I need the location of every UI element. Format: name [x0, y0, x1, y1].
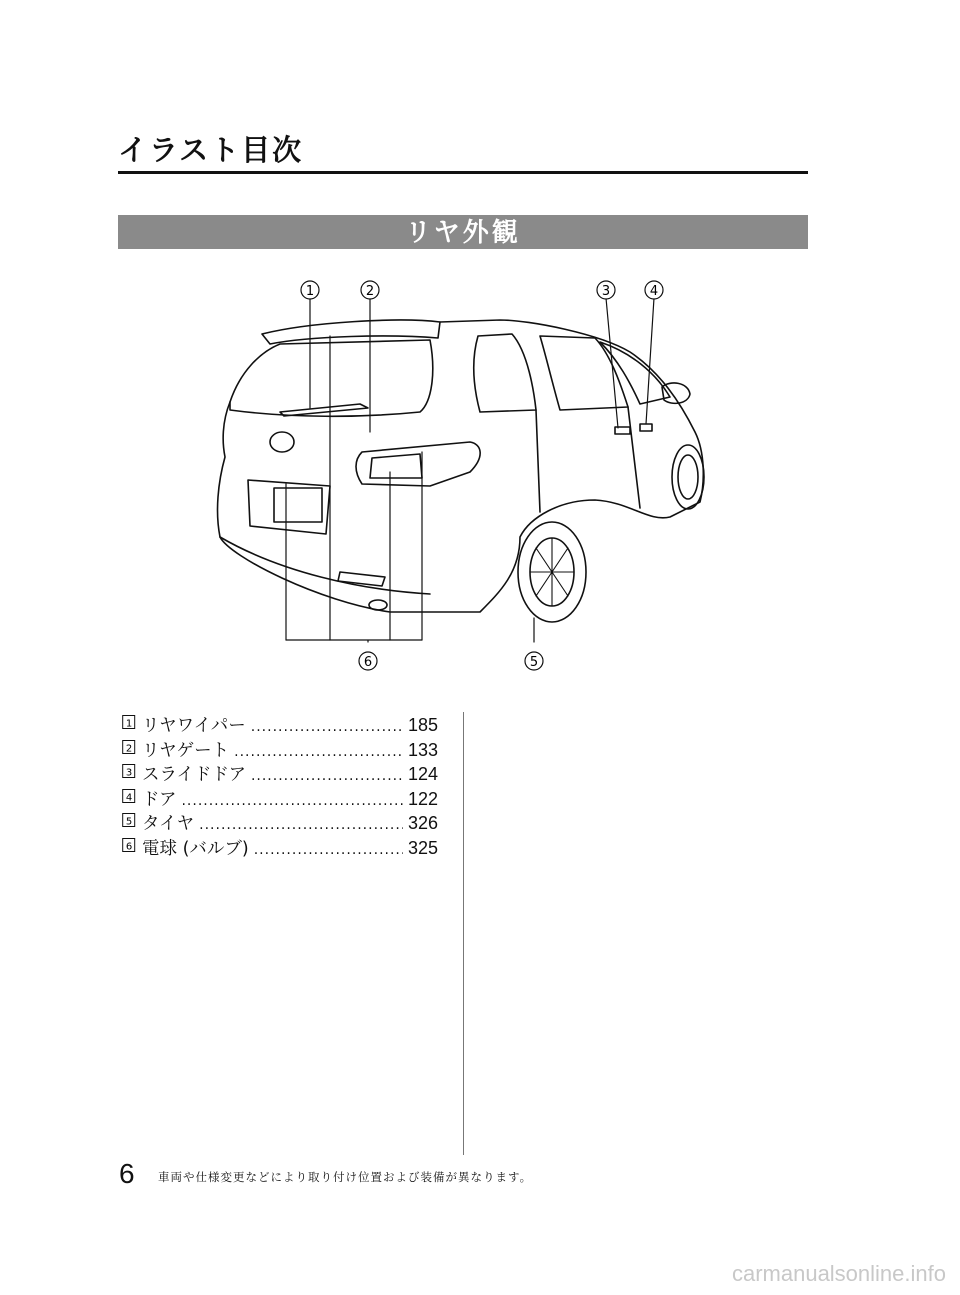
door-handle	[640, 424, 652, 431]
license-plate	[274, 488, 322, 522]
svg-text:6: 6	[125, 841, 133, 852]
leader-dots	[251, 768, 403, 784]
callout-square-icon	[122, 739, 136, 755]
callout-square-icon	[122, 812, 136, 828]
exhaust-pipe	[369, 600, 387, 610]
index-label: リヤゲート	[142, 740, 230, 761]
column-divider	[463, 712, 464, 1155]
page-ref: 124	[407, 764, 438, 784]
page-ref: 185	[407, 715, 438, 735]
index-item-rear-wiper[interactable]	[122, 712, 438, 737]
leader-dots	[234, 744, 403, 760]
footnote: 車両や仕様変更などにより取り付け位置および装備が異なります。	[158, 1170, 533, 1184]
rear-emblem	[270, 432, 294, 452]
callout-6: 6	[363, 655, 373, 670]
callout-square-icon	[122, 788, 136, 804]
watermark: carmanualsonline.info	[731, 1261, 946, 1286]
section-banner: リヤ外観	[118, 215, 808, 249]
callout-square-icon	[122, 763, 136, 779]
page-title: イラスト目次	[118, 133, 304, 167]
svg-text:2: 2	[125, 743, 133, 754]
callout-3: 3	[601, 284, 611, 299]
index-label: 電球 (バルブ)	[142, 838, 249, 859]
svg-text:4: 4	[125, 792, 133, 803]
svg-text:3: 3	[125, 767, 133, 779]
leader-dots	[254, 842, 403, 858]
leader-dots	[199, 817, 403, 833]
index-list	[122, 712, 438, 859]
index-label: ドア	[142, 789, 177, 810]
leader-dots	[181, 793, 402, 809]
rear-reflector	[338, 572, 385, 586]
index-label: スライドドア	[142, 765, 246, 785]
tail-lamp	[356, 442, 480, 486]
page-ref: 325	[407, 837, 438, 858]
index-item-door[interactable]	[122, 786, 438, 811]
page-number: 6	[119, 1158, 135, 1189]
index-label: リヤワイパー	[142, 716, 246, 736]
title-rule	[118, 171, 808, 174]
page-ref: 326	[407, 813, 438, 833]
index-item-slide-door[interactable]	[122, 761, 438, 786]
page-ref: 133	[407, 739, 438, 760]
index-item-rear-gate[interactable]	[122, 737, 438, 762]
index-label: タイヤ	[142, 814, 195, 834]
callout-square-icon	[122, 714, 136, 730]
svg-text:1: 1	[125, 718, 133, 730]
index-item-bulb[interactable]	[122, 835, 438, 860]
svg-text:5: 5	[125, 816, 133, 828]
page-ref: 122	[407, 788, 438, 809]
car-rear-illustration	[200, 272, 720, 682]
leader-dots	[251, 719, 403, 735]
side-window-rear	[474, 334, 536, 412]
callout-4: 4	[649, 284, 659, 299]
callout-square-icon	[122, 837, 136, 853]
rear-wiper	[280, 404, 368, 416]
callout-5: 5	[529, 655, 539, 670]
slide-door-handle	[615, 427, 630, 434]
rear-window	[230, 340, 433, 416]
callout-2: 2	[365, 284, 375, 299]
index-item-tire[interactable]	[122, 810, 438, 835]
callout-1: 1	[305, 284, 315, 299]
